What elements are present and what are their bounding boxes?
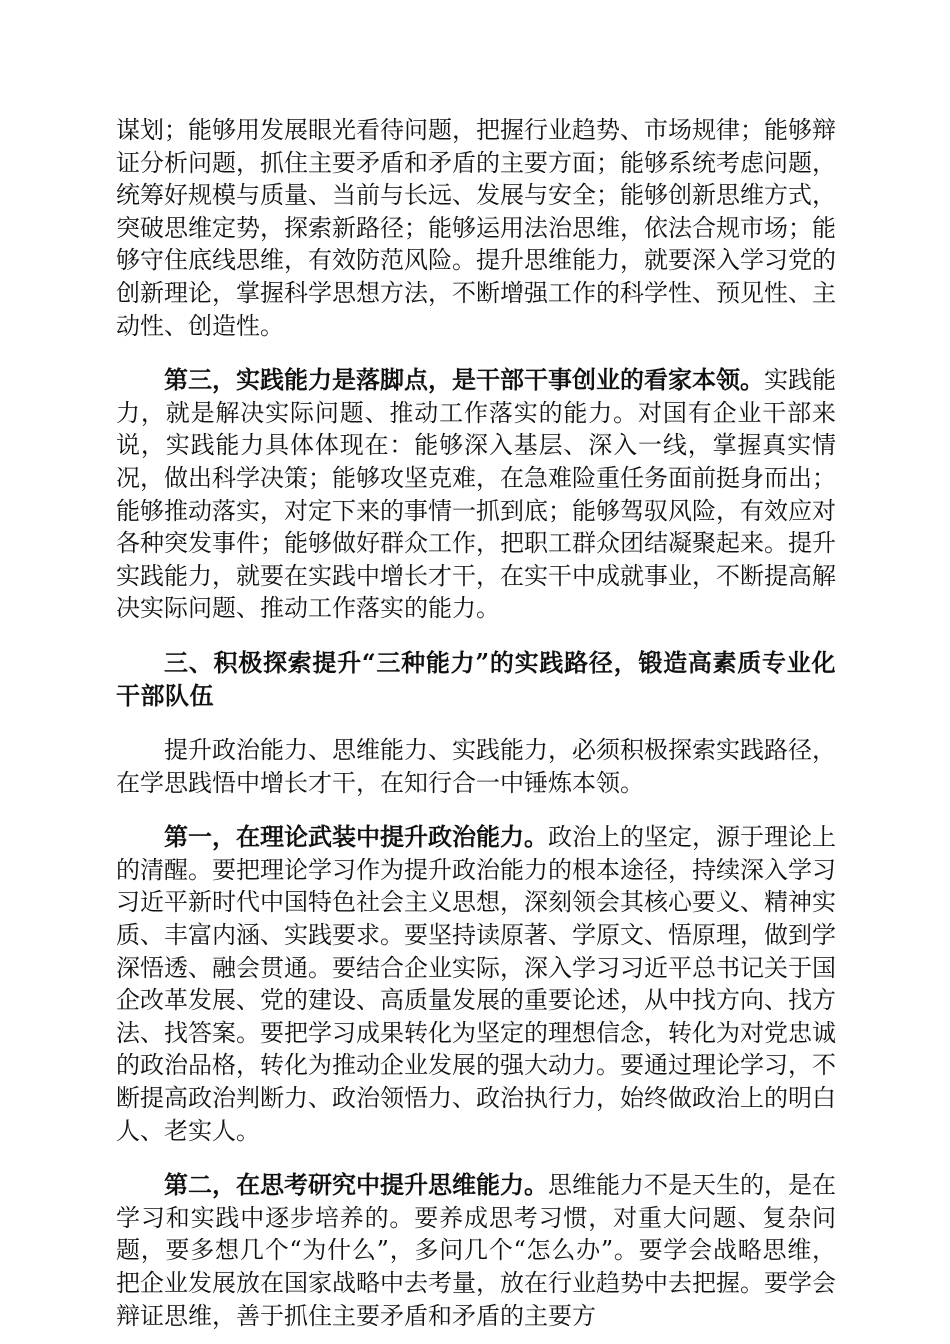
paragraph-lead-practice: 第三，实践能力是落脚点，是干部干事创业的看家本领。	[164, 365, 764, 395]
paragraph-intro-paths: 提升政治能力、思维能力、实践能力，必须积极探索实践路径，在学思践悟中增长才干，在知行合一中锤炼本领。	[116, 736, 836, 797]
paragraph-practice-ability	[116, 364, 836, 625]
paragraph-body-practice: 实践能力，就是解决实际问题、推动工作落实的能力。对国有企业干部来说，实践能力具体体现在：能够深入基层、深入一线，掌握真实情况，做出科学决策；能够攻坚克难，在急难险重任务面前挺身而出；能够推动落实，对定下来的事情一抓到底；能够驾驭风险，有效应对各种突发事件；能够做好群众工作，把职工群众团结凝聚起来。提升实践能力，就要在实践中增长才干，在实干中成就事业，不断提高解决实际问题、推动工作落实的能力。	[116, 366, 836, 623]
paragraph-body-political: 政治上的坚定，源于理论上的清醒。要把理论学习作为提升政治能力的根本途径，持续深入学习习近平新时代中国特色社会主义思想，深刻领会其核心要义、精神实质、丰富内涵、实践要求。要坚持读原著、学原文、悟原理，做到学深悟透、融会贯通。要结合企业实际，深入学习习近平总书记关于国企改革发展、党的建设、高质量发展的重要论述，从中找方向、找方法、找答案。要把学习成果转化为坚定的理想信念，转化为对党忠诚的政治品格，转化为推动企业发展的强大动力。要通过理论学习，不断提高政治判断力、政治领悟力、政治执行力，始终做政治上的明白人、老实人。	[116, 823, 836, 1145]
section-heading: 三、积极探索提升“三种能力”的实践路径，锻造高素质专业化干部队伍	[116, 647, 836, 710]
paragraph-lead-political: 第一，在理论武装中提升政治能力。	[164, 822, 548, 852]
paragraph-thinking-ability	[116, 1169, 836, 1332]
paragraph-political-ability	[116, 821, 836, 1147]
paragraph-body-thinking: 思维能力不是天生的，是在学习和实践中逐步培养的。要养成思考习惯，对重大问题、复杂问题，要多想几个“为什么”，多问几个“怎么办”。要学会战略思维，把企业发展放在国家战略中去考量，放在行业趋势中去把握。要学会辩证思维，善于抓住主要矛盾和矛盾的主要方	[116, 1171, 836, 1330]
paragraph-continued: 谋划；能够用发展眼光看待问题，把握行业趋势、市场规律；能够辩证分析问题，抓住主要矛盾和矛盾的主要方面；能够系统考虑问题，统筹好规模与质量、当前与长远、发展与安全；能够创新思维方式，突破思维定势，探索新路径；能够运用法治思维，依法合规市场；能够守住底线思维，有效防范风险。提升思维能力，就要深入学习党的创新理论，掌握科学思想方法，不断增强工作的科学性、预见性、主动性、创造性。	[116, 116, 836, 340]
paragraph-lead-thinking: 第二，在思考研究中提升思维能力。	[164, 1170, 548, 1200]
document-page	[116, 114, 836, 1332]
